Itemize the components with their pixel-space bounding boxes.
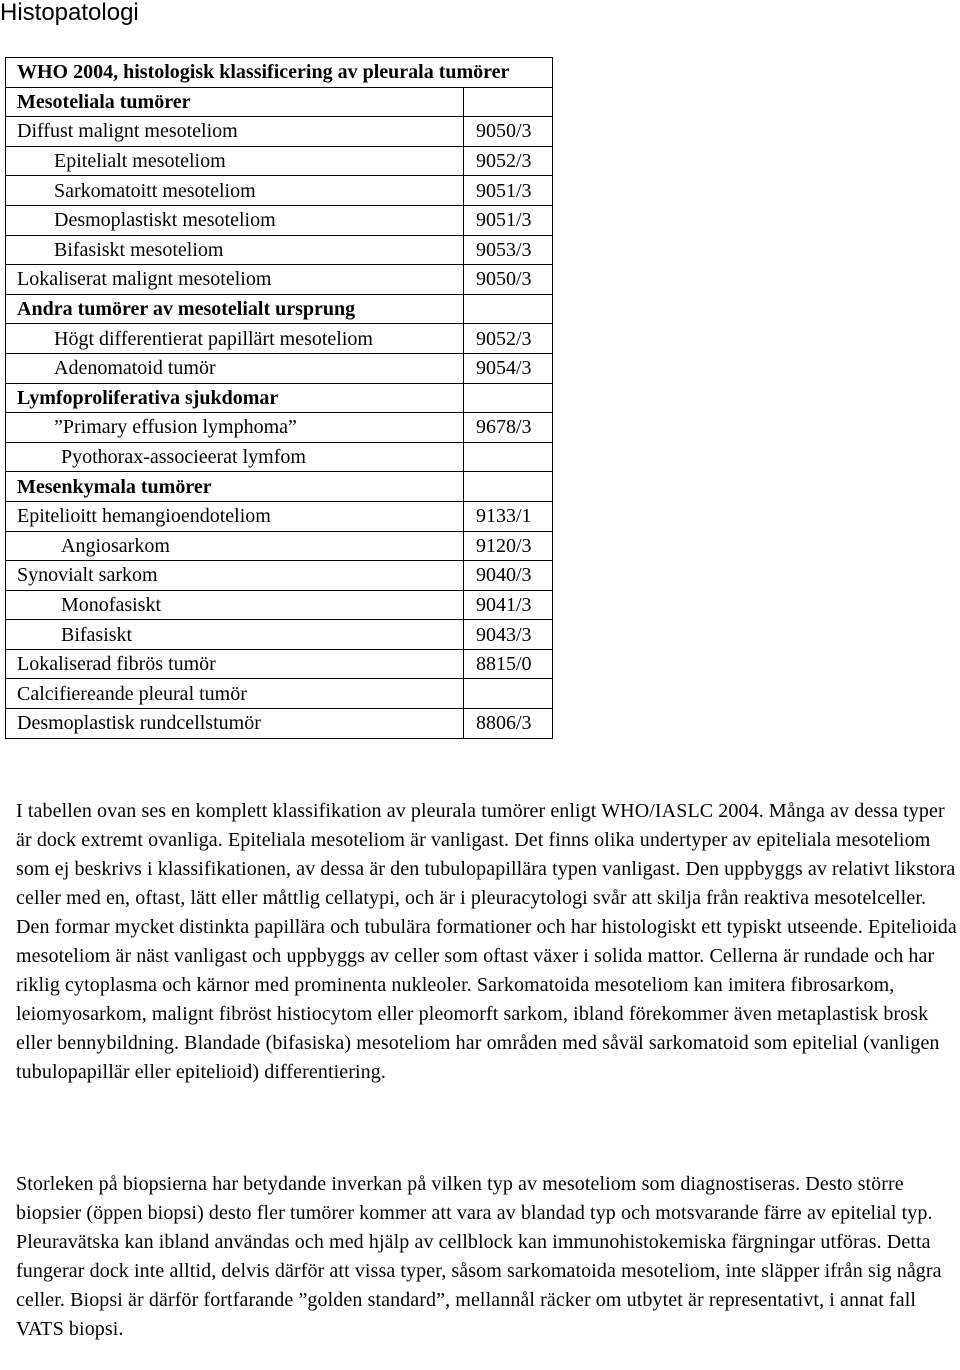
biopsy-paragraph: Storleken på biopsierna har betydande inverkan på vilken typ av mesoteliom som diagnostiseras. Desto större biopsier (öppen biopsi) desto fler tumörer kommer att vara av blandad typ och motsvarande färre av epitelial typ. Pleuravätska kan ibland användas och med hjälp av cellblock kan immunohistokemiska färgningar utföras. Detta fungerar dock inte alltid, delvis därför att vissa typer, såsom sarkomatoida mesoteliom, inte släpper ifrån sig några celler. Biopsi är därför fortfarande ”golden standard”, mellannål räcker om utbytet är representativt, i annat fall VATS biopsi. — [16, 1173, 942, 1340]
icd-code-cell — [464, 383, 553, 413]
classification-paragraph: I tabellen ovan ses en komplett klassifikation av pleurala tumörer enligt WHO/IASLC 2004. Många av dessa typer är dock extremt ovanliga. Epiteliala mesoteliom är vanligast. Det finns olika undertyper av epiteliala mesoteliom som ej beskrivs i klassifikationen, av dessa är den tubulopapillära typen vanligast. Den uppbyggs av relativt likstora celler med en, oftast, lätt eller måttlig cellatypi, och är i pleuracytologi svår att skilja från reaktiva mesotelceller. Den formar mycket distinkta papillära och tubulära formationer och har histologiskt ett typiskt utseende. Epitelioida mesoteliom är näst vanligast och uppbyggs av celler som oftast växer i solida mattor. Cellerna är rundade och har riklig cytoplasma och kärnor med prominenta nukleoler. Sarkomatoida mesoteliom kan imitera fibrosarkom, leiomyosarkom, malignt fibröst histiocytom eller pleomorft sarkom, ibland förekommer även metaplastisk brosk eller bennybildning. Blandade (bifasiska) mesoteliom har områden med såväl sarkomatoid som epitelial (vanligen tubulopapillär eller epitelioid) differentiering. — [16, 800, 957, 1083]
icd-code-cell — [464, 87, 553, 117]
table-row — [6, 442, 553, 472]
table-row — [6, 679, 553, 709]
tumor-name-cell: Diffust malignt mesoteliom — [6, 117, 464, 147]
icd-code-cell: 9050/3 — [464, 117, 553, 147]
tumor-name-cell: Adenomatoid tumör — [6, 353, 464, 383]
table-row — [6, 294, 553, 324]
tumor-name-cell: Mesenkymala tumörer — [6, 472, 464, 502]
tumor-name-cell: Epitelialt mesoteliom — [6, 146, 464, 176]
table-row — [6, 353, 553, 383]
table-row — [6, 324, 553, 354]
who-classification-table — [5, 57, 553, 739]
tumor-name-cell: Pyothorax-associeerat lymfom — [6, 442, 464, 472]
tumor-name-cell: Högt differentierat papillärt mesoteliom — [6, 324, 464, 354]
table-row — [6, 176, 553, 206]
tumor-name-cell: Bifasiskt mesoteliom — [6, 235, 464, 265]
table-row — [6, 561, 553, 591]
table-row — [6, 87, 553, 117]
table-row — [6, 620, 553, 650]
tumor-name-cell: Desmoplastisk rundcellstumör — [6, 709, 464, 739]
icd-code-cell — [464, 472, 553, 502]
table-row — [6, 265, 553, 295]
table-row — [6, 531, 553, 561]
table-row — [6, 413, 553, 443]
icd-code-cell: 9051/3 — [464, 176, 553, 206]
tumor-name-cell: Monofasiskt — [6, 590, 464, 620]
tumor-name-cell: Lokaliserad fibrös tumör — [6, 649, 464, 679]
tumor-name-cell: Calcifiereande pleural tumör — [6, 679, 464, 709]
icd-code-cell: 9678/3 — [464, 413, 553, 443]
icd-code-cell: 9040/3 — [464, 561, 553, 591]
icd-code-cell: 9043/3 — [464, 620, 553, 650]
icd-code-cell: 8815/0 — [464, 649, 553, 679]
tumor-name-cell: Synovialt sarkom — [6, 561, 464, 591]
table-row — [6, 235, 553, 265]
icd-code-cell: 9052/3 — [464, 324, 553, 354]
tumor-name-cell: ”Primary effusion lymphoma” — [6, 413, 464, 443]
icd-code-cell: 9053/3 — [464, 235, 553, 265]
table-row — [6, 590, 553, 620]
tumor-name-cell: Andra tumörer av mesotelialt ursprung — [6, 294, 464, 324]
tumor-name-cell: Epitelioitt hemangioendoteliom — [6, 501, 464, 531]
tumor-name-cell: Mesoteliala tumörer — [6, 87, 464, 117]
table-row — [6, 117, 553, 147]
tumor-name-cell: Angiosarkom — [6, 531, 464, 561]
table-row — [6, 649, 553, 679]
tumor-name-cell: Desmoplastiskt mesoteliom — [6, 205, 464, 235]
icd-code-cell: 9051/3 — [464, 205, 553, 235]
table-title-row — [6, 58, 553, 88]
icd-code-cell: 9133/1 — [464, 501, 553, 531]
table-row — [6, 472, 553, 502]
table-row — [6, 709, 553, 739]
icd-code-cell — [464, 679, 553, 709]
tumor-name-cell: Sarkomatoitt mesoteliom — [6, 176, 464, 206]
icd-code-cell: 9120/3 — [464, 531, 553, 561]
page-heading: Histopatologi — [0, 0, 139, 26]
icd-code-cell: 9050/3 — [464, 265, 553, 295]
table-row — [6, 205, 553, 235]
icd-code-cell: 9054/3 — [464, 353, 553, 383]
icd-code-cell: 9041/3 — [464, 590, 553, 620]
icd-code-cell — [464, 442, 553, 472]
table-row — [6, 501, 553, 531]
tumor-name-cell: Bifasiskt — [6, 620, 464, 650]
table-title: WHO 2004, histologisk klassificering av pleurala tumörer — [6, 58, 553, 88]
tumor-name-cell: Lymfoproliferativa sjukdomar — [6, 383, 464, 413]
icd-code-cell — [464, 294, 553, 324]
icd-code-cell: 9052/3 — [464, 146, 553, 176]
table-row — [6, 383, 553, 413]
icd-code-cell: 8806/3 — [464, 709, 553, 739]
tumor-name-cell: Lokaliserat malignt mesoteliom — [6, 265, 464, 295]
table-row — [6, 146, 553, 176]
